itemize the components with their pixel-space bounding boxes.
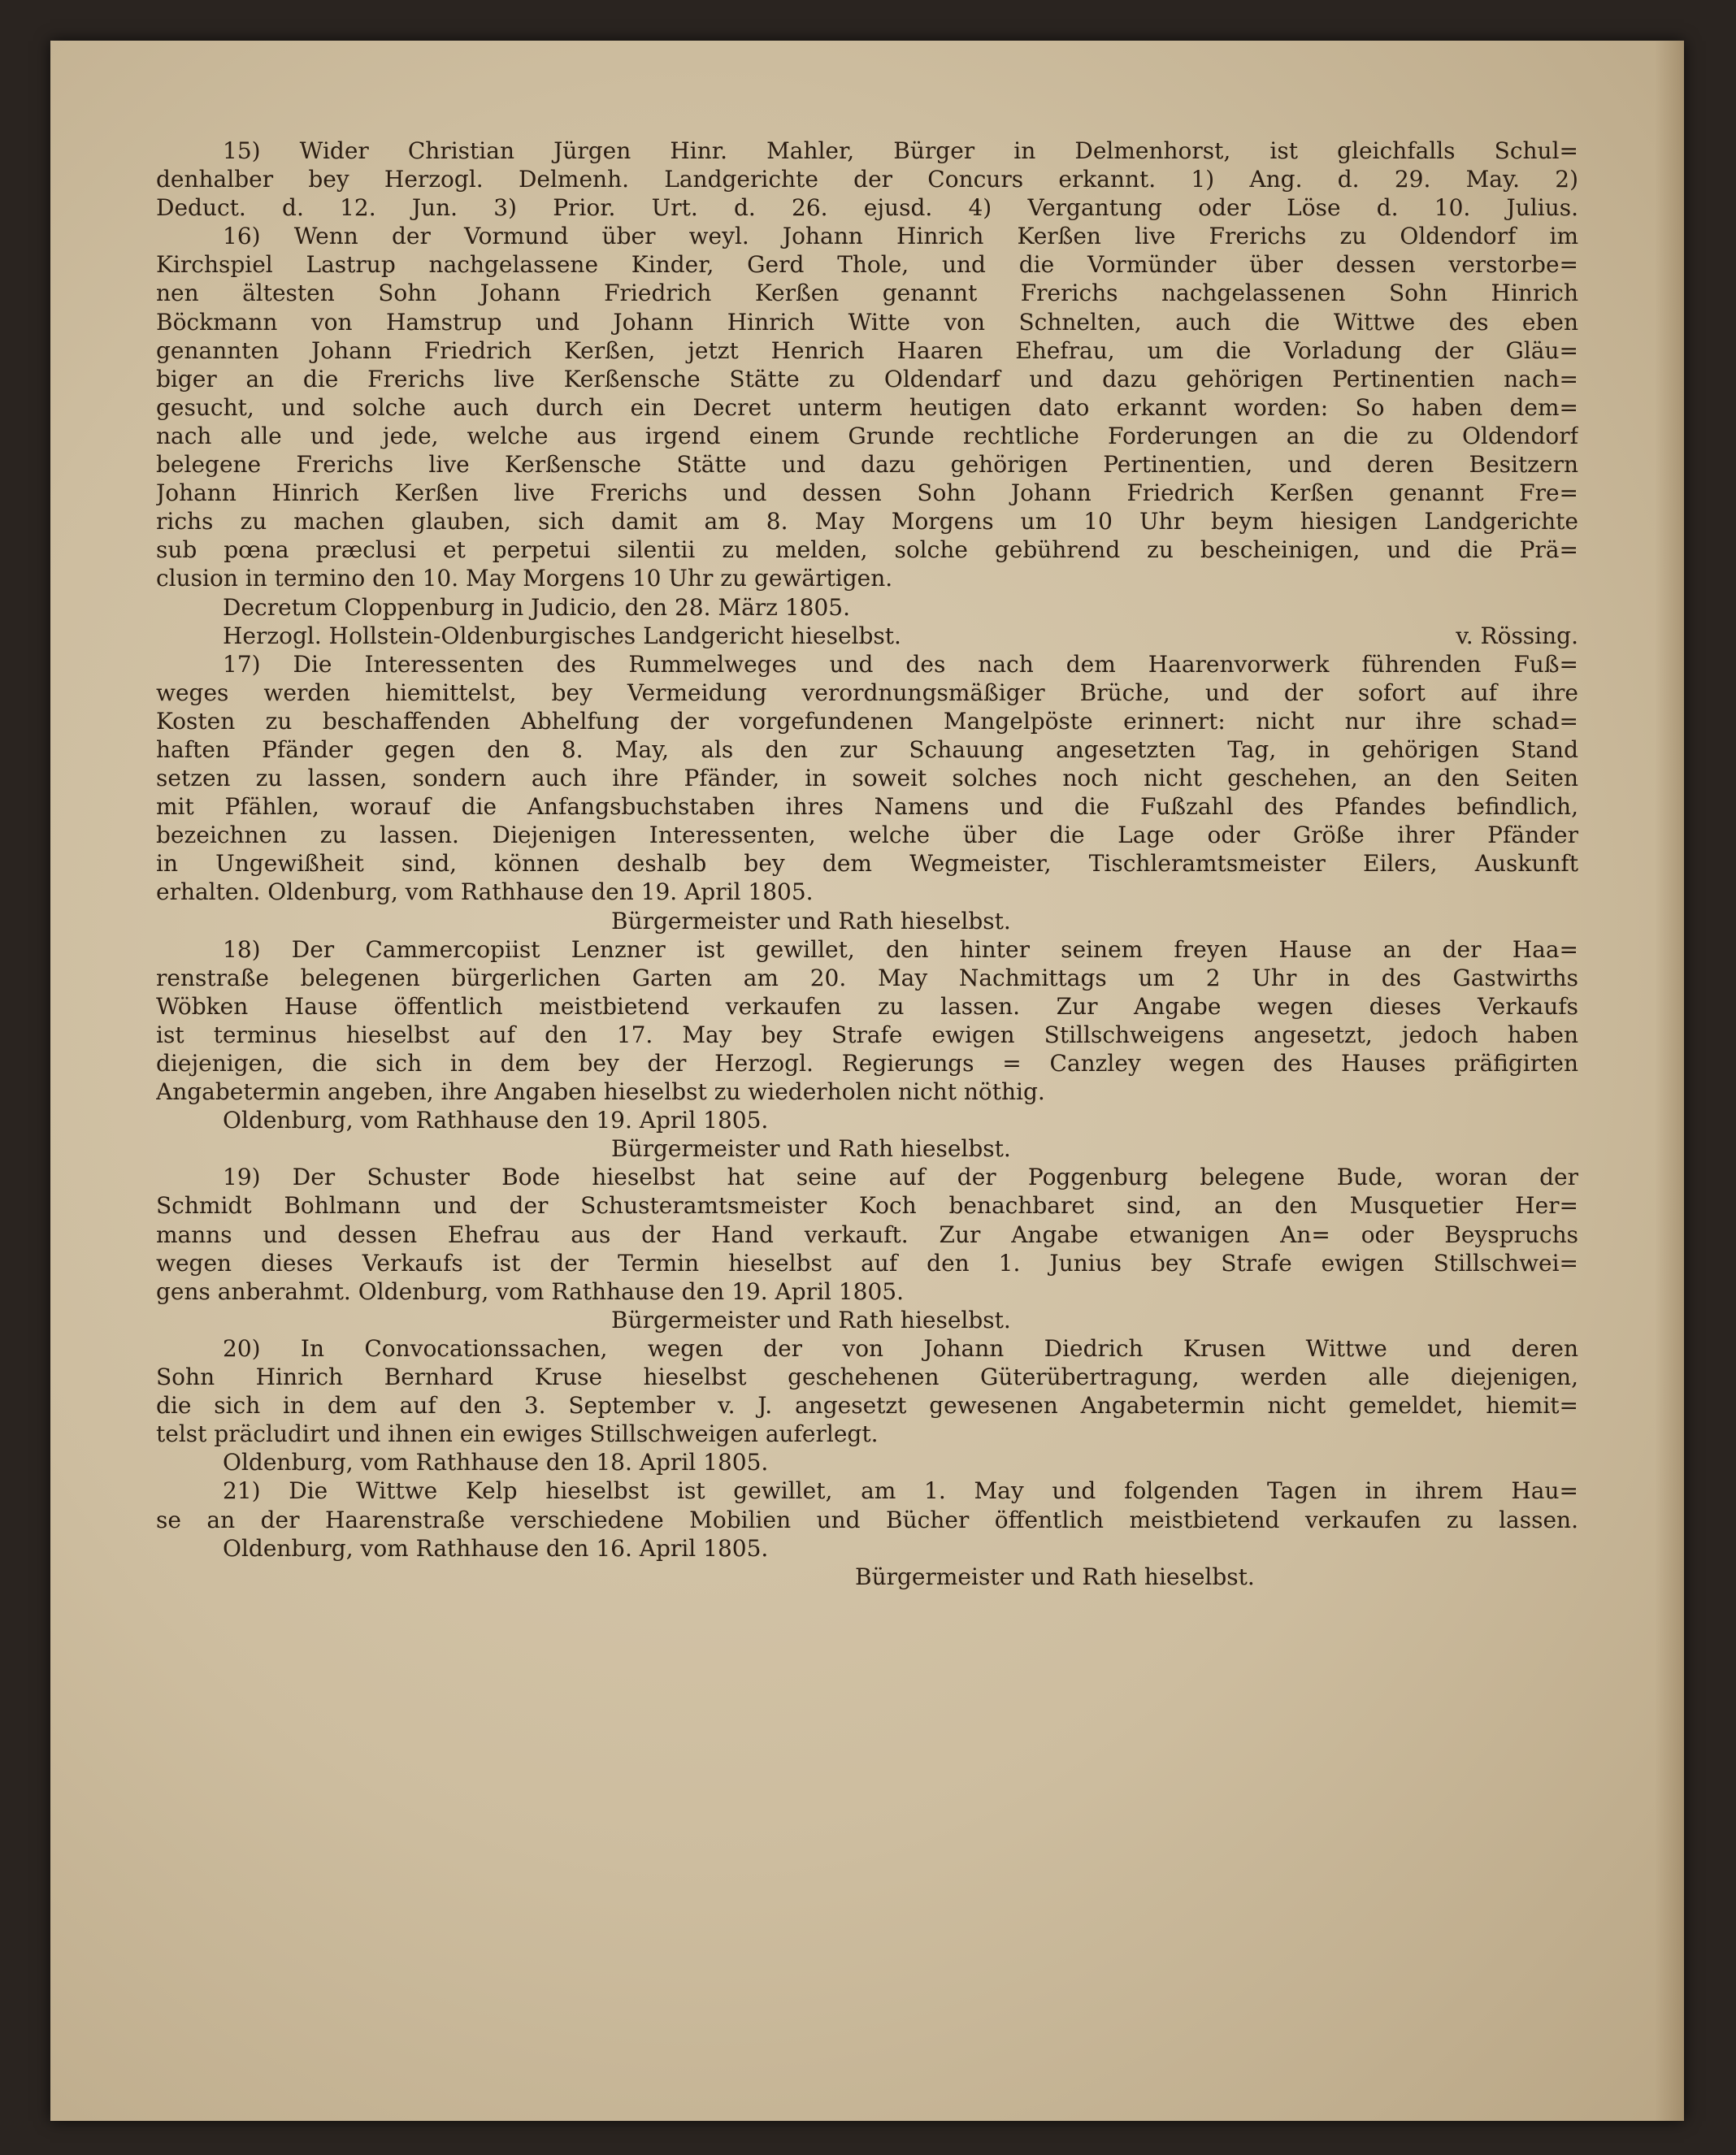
text-line-content: Decretum Cloppenburg in Judicio, den 28. März 1805. — [223, 593, 850, 621]
text-line — [156, 992, 1578, 1021]
text-line — [156, 1363, 1578, 1391]
text-line-content: Oldenburg, vom Rathhause den 19. April 1805. — [223, 1107, 769, 1134]
text-line — [156, 622, 1578, 650]
text-line-content: wegen dieses Verkaufs ist der Termin hieselbst auf den 1. Junius bey Strafe ewigen Stillschwei= — [156, 1249, 1578, 1277]
text-line-content: denhalber bey Herzogl. Delmenh. Landgerichte der Concurs erkannt. 1) Ang. d. 29. May. 2) — [156, 166, 1578, 193]
text-line — [156, 1106, 1578, 1134]
text-line — [156, 1420, 1578, 1448]
text-line — [156, 1163, 1578, 1191]
text-line — [156, 650, 1578, 679]
text-line — [156, 1534, 1578, 1563]
text-line-content: mit Pfählen, worauf die Anfangsbuchstaben ihres Namens und die Fußzahl des Pfandes befindlich, — [156, 793, 1578, 821]
text-line — [156, 1021, 1578, 1049]
text-line — [156, 1191, 1578, 1220]
page-edge — [1655, 41, 1684, 2121]
text-line-content: belegene Frerichs live Kerßensche Stätte und dazu gehörigen Pertinentien, und deren Besitzern — [156, 451, 1578, 479]
text-line — [156, 1078, 1578, 1106]
text-line — [156, 1134, 1578, 1163]
text-line — [156, 279, 1578, 307]
text-line — [156, 1277, 1578, 1306]
text-line — [156, 535, 1578, 564]
text-line — [156, 1448, 1578, 1476]
document-page — [50, 41, 1684, 2121]
text-line — [156, 336, 1578, 365]
text-line-content: Oldenburg, vom Rathhause den 16. April 1805. — [223, 1534, 769, 1562]
text-line — [156, 165, 1578, 193]
text-line — [156, 821, 1578, 849]
text-line-content: Böckmann von Hamstrup und Johann Hinrich Witte von Schnelten, auch die Wittwe des eben — [156, 308, 1578, 336]
text-line-content: haften Pfänder gegen den 8. May, als den zur Schauung angesetzten Tag, in gehörigen Stand — [156, 735, 1578, 763]
text-line — [156, 222, 1578, 250]
text-line-content: weges werden hiemittelst, bey Vermeidung verordnungsmäßiger Brüche, und der sofort auf ihre — [156, 679, 1578, 706]
text-line-content: 21) Die Wittwe Kelp hieselbst ist gewillet, am 1. May und folgenden Tagen in ihrem Hau= — [223, 1477, 1578, 1505]
text-line-content: Angabetermin angeben, ihre Angaben hieselbst zu wiederholen nicht nöthig. — [156, 1078, 1045, 1106]
text-line-content: setzen zu lassen, sondern auch ihre Pfänder, in soweit solches noch nicht geschehen, an den Seiten — [156, 765, 1578, 792]
text-line — [156, 878, 1578, 906]
text-line-content: Johann Hinrich Kerßen live Frerichs und dessen Sohn Johann Friedrich Kerßen genannt Fre= — [156, 479, 1578, 507]
text-line-content: nen ältesten Sohn Johann Friedrich Kerßen genannt Frerichs nachgelassenen Sohn Hinrich — [156, 280, 1578, 307]
text-line-content: sub pœna præclusi et perpetui silentii zu melden, solche gebührend zu bescheinigen, und die Prä= — [156, 536, 1578, 564]
text-line-content: Schmidt Bohlmann und der Schusteramtsmeister Koch benachbaret sind, an den Musquetier Her= — [156, 1192, 1578, 1220]
signature-name: v. Rössing. — [1456, 622, 1578, 649]
text-line — [156, 1221, 1578, 1249]
text-line-content: se an der Haarenstraße verschiedene Mobilien und Bücher öffentlich meistbietend verkaufen zu lassen. — [156, 1506, 1578, 1533]
text-line-content: telst präcludirt und ihnen ein ewiges Stillschweigen auferlegt. — [156, 1420, 879, 1448]
text-line-content: Bürgermeister und Rath hieselbst. — [611, 907, 1011, 934]
text-line — [156, 707, 1578, 735]
text-line-content: 17) Die Interessenten des Rummelweges und des nach dem Haarenvorwerk führenden Fuß= — [223, 650, 1578, 678]
text-line — [156, 1563, 1578, 1591]
text-line-content: 19) Der Schuster Bode hieselbst hat seine auf der Poggenburg belegene Bude, woran der — [223, 1164, 1578, 1191]
text-line-content: biger an die Frerichs live Kerßensche Stätte zu Oldendarf und dazu gehörigen Pertinentien nach= — [156, 365, 1578, 392]
text-line — [156, 849, 1578, 878]
text-line — [156, 450, 1578, 479]
text-line-content: Herzogl. Hollstein-Oldenburgisches Landgericht hieselbst. — [223, 622, 901, 649]
text-line-content: in Ungewißheit sind, können deshalb bey dem Wegmeister, Tischleramtsmeister Eilers, Auskunft — [156, 850, 1578, 878]
text-line — [156, 1249, 1578, 1277]
text-line-content: gens anberahmt. Oldenburg, vom Rathhause den 19. April 1805. — [156, 1277, 905, 1305]
text-line — [156, 479, 1578, 507]
text-line-content: 18) Der Cammercopiist Lenzner ist gewillet, den hinter seinem freyen Hause an der Haa= — [223, 935, 1578, 963]
text-line-content: 20) In Convocationssachen, wegen der von Johann Diedrich Krusen Wittwe und deren — [223, 1334, 1578, 1362]
text-line — [156, 308, 1578, 336]
text-line — [156, 964, 1578, 992]
text-line-content: erhalten. Oldenburg, vom Rathhause den 19. April 1805. — [156, 878, 814, 906]
text-line-content: Deduct. d. 12. Jun. 3) Prior. Urt. d. 26. ejusd. 4) Vergantung oder Löse d. 10. Julius. — [156, 194, 1578, 222]
text-line — [156, 393, 1578, 422]
text-line-content: Oldenburg, vom Rathhause den 18. April 1805. — [223, 1449, 769, 1476]
text-line — [156, 250, 1578, 279]
text-line — [156, 764, 1578, 792]
text-line-content: manns und dessen Ehefrau aus der Hand verkauft. Zur Angabe etwanigen An= oder Beyspruchs — [156, 1221, 1578, 1248]
text-line-content: Bürgermeister und Rath hieselbst. — [611, 1306, 1011, 1333]
text-line-content: Bürgermeister und Rath hieselbst. — [855, 1563, 1255, 1590]
text-line — [156, 1391, 1578, 1420]
text-line — [156, 792, 1578, 821]
text-line — [156, 593, 1578, 622]
text-line-content: ist terminus hieselbst auf den 17. May bey Strafe ewigen Stillschweigens angesetzt, jedoch haben — [156, 1021, 1578, 1048]
text-line — [156, 907, 1578, 935]
text-line — [156, 422, 1578, 450]
text-line-content: 15) Wider Christian Jürgen Hinr. Mahler, Bürger in Delmenhorst, ist gleichfalls Schul= — [223, 137, 1578, 164]
text-line-content: clusion in termino den 10. May Morgens 10 Uhr zu gewärtigen. — [156, 565, 893, 592]
text-line — [156, 507, 1578, 535]
text-line-content: Bürgermeister und Rath hieselbst. — [611, 1135, 1011, 1163]
text-line — [156, 1334, 1578, 1363]
text-line-content: gesucht, und solche auch durch ein Decret unterm heutigen dato erkannt worden: So haben dem= — [156, 393, 1578, 421]
text-line — [156, 1306, 1578, 1334]
text-line-content: Sohn Hinrich Bernhard Kruse hieselbst geschehenen Güterübertragung, werden alle diejenigen, — [156, 1364, 1578, 1391]
text-line-content: richs zu machen glauben, sich damit am 8. May Morgens um 10 Uhr beym hiesigen Landgerichte — [156, 508, 1578, 535]
text-line — [156, 679, 1578, 707]
text-line-content: Kosten zu beschaffenden Abhelfung der vorgefundenen Mangelpöste erinnert: nicht nur ihre schad= — [156, 707, 1578, 735]
text-line-content: diejenigen, die sich in dem bey der Herzogl. Regierungs = Canzley wegen des Hauses präfigirten — [156, 1050, 1578, 1077]
text-line — [156, 735, 1578, 764]
text-line — [156, 1049, 1578, 1078]
text-line — [156, 193, 1578, 222]
text-line — [156, 564, 1578, 592]
text-line — [156, 137, 1578, 165]
text-line-content: genannten Johann Friedrich Kerßen, jetzt Henrich Haaren Ehefrau, um die Vorladung der Gläu= — [156, 336, 1578, 364]
text-line-content: renstraße belegenen bürgerlichen Garten am 20. May Nachmittags um 2 Uhr in des Gastwirths — [156, 964, 1578, 991]
text-line — [156, 1476, 1578, 1505]
text-line-content: die sich in dem auf den 3. September v. J. angesetzt gewesenen Angabetermin nicht gemeldet, hiemit= — [156, 1392, 1578, 1420]
text-line — [156, 935, 1578, 964]
text-line-content: nach alle und jede, welche aus irgend einem Grunde rechtliche Forderungen an die zu Oldendorf — [156, 422, 1578, 449]
text-line-content: 16) Wenn der Vormund über weyl. Johann Hinrich Kerßen live Frerichs zu Oldendorf im — [223, 223, 1578, 250]
text-line-content: Wöbken Hause öffentlich meistbietend verkaufen zu lassen. Zur Angabe wegen dieses Verkaufs — [156, 992, 1578, 1020]
text-line-content: Kirchspiel Lastrup nachgelassene Kinder, Gerd Thole, und die Vormünder über dessen verstorbe= — [156, 251, 1578, 279]
text-line — [156, 1506, 1578, 1534]
document-text — [156, 137, 1578, 1591]
text-line — [156, 365, 1578, 393]
text-line-content: bezeichnen zu lassen. Diejenigen Interessenten, welche über die Lage oder Größe ihrer Pfänder — [156, 822, 1578, 849]
